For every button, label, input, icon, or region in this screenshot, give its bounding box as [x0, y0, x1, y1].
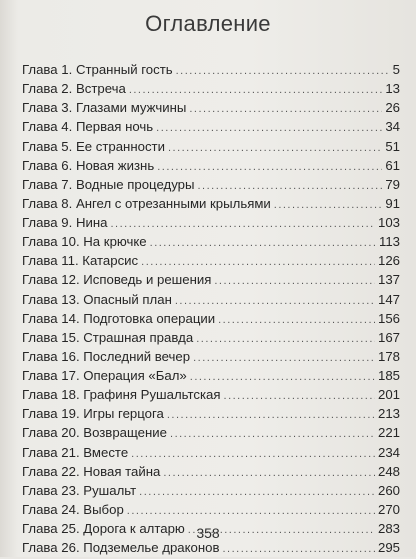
toc-entry-page: 156: [377, 310, 400, 326]
toc-entry-title: Глава 10. На крючке: [22, 234, 147, 250]
toc-entry: [22, 366, 400, 385]
toc-entry-page: 147: [377, 291, 400, 307]
toc-entry-title: Глава 5. Ее странности: [22, 138, 165, 154]
toc-dot-leader: [156, 119, 382, 138]
toc-entry: [22, 213, 400, 232]
toc-entry-page: 213: [377, 406, 400, 422]
toc-entry: [22, 404, 400, 423]
toc-entry: [22, 156, 400, 175]
toc-entry-page: 61: [385, 157, 400, 173]
toc-entry-page: 34: [385, 119, 400, 135]
toc-entry-title: Глава 7. Водные процедуры: [22, 176, 195, 192]
toc-entry-page: 270: [377, 501, 400, 517]
toc-entry: [22, 137, 400, 156]
toc-entry-page: 51: [385, 138, 400, 154]
toc-entry: [22, 328, 400, 347]
toc-entry-title: Глава 17. Операция «Бал»: [22, 368, 187, 383]
toc-entry-title: Глава 23. Рушальт: [22, 482, 137, 498]
toc-entry: [22, 309, 400, 328]
toc-dot-leader: [193, 349, 375, 368]
toc-entry: [22, 79, 400, 98]
toc-entry: [22, 251, 400, 270]
toc-entry-title: Глава 16. Последний вечер: [22, 348, 191, 364]
toc-dot-leader: [224, 387, 375, 406]
toc-entry: [22, 194, 400, 213]
toc-entry-page: 26: [385, 100, 400, 116]
toc-entry-title: Глава 6. Новая жизнь: [22, 157, 155, 173]
toc-entry-page: 91: [385, 195, 400, 211]
toc-entry-title: Глава 9. Нина: [22, 215, 108, 230]
toc-dot-leader: [170, 425, 375, 444]
toc-entry-page: 137: [377, 272, 400, 288]
toc-dot-leader: [163, 464, 375, 483]
toc-entry-title: Глава 25. Дорога к алтарю: [22, 521, 185, 536]
toc-entry-title: Глава 24. Выбор: [22, 501, 124, 517]
toc-dot-leader: [167, 406, 375, 425]
toc-entry: [22, 290, 400, 309]
toc-entry-page: 260: [377, 482, 400, 498]
toc-entry-title: Глава 8. Ангел с отрезанными крыльями: [22, 195, 271, 211]
toc-entry-page: 126: [377, 253, 400, 269]
toc-entry-page: 113: [378, 234, 400, 250]
toc-entry-title: Глава 2. Встреча: [22, 81, 126, 97]
toc-entry: [22, 423, 400, 442]
toc-dot-leader: [274, 196, 383, 215]
toc-entry: [22, 60, 400, 79]
toc-entry-title: Глава 12. Исповедь и решения: [22, 272, 212, 288]
toc-entry-page: 79: [385, 176, 400, 192]
toc-entry-title: Глава 14. Подготовка операции: [22, 310, 216, 326]
toc-entry-title: Глава 3. Глазами мужчины: [22, 100, 187, 116]
page-title: Оглавление: [145, 11, 271, 36]
toc-entry: [22, 232, 400, 251]
toc-entry-page: 248: [377, 463, 400, 479]
toc-dot-leader: [110, 215, 375, 234]
toc-entry-page: 201: [377, 387, 400, 403]
toc-entry: [22, 385, 400, 404]
toc-dot-leader: [176, 62, 390, 81]
toc-dot-leader: [214, 272, 375, 291]
toc-entry-page: 221: [377, 425, 400, 441]
toc-dot-leader: [139, 483, 375, 502]
toc-entry-page: 178: [377, 348, 400, 364]
toc-entry-title: Глава 13. Опасный план: [22, 291, 172, 307]
toc-entry-page: 5: [392, 62, 400, 77]
toc-entry: [22, 347, 400, 366]
toc-dot-leader: [218, 311, 375, 330]
toc-dot-leader: [189, 100, 382, 119]
toc-entry: [22, 270, 400, 289]
toc-entry-page: 295: [377, 540, 400, 556]
toc-entry-page: 167: [377, 329, 400, 345]
toc-entry-page: 283: [377, 521, 400, 536]
table-of-contents: [22, 60, 400, 557]
toc-dot-leader: [150, 234, 376, 253]
toc-entry-page: 103: [377, 215, 400, 230]
toc-entry-title: Глава 26. Подземелье драконов: [22, 540, 220, 556]
toc-entry-page: 234: [377, 444, 400, 460]
toc-dot-leader: [131, 445, 375, 464]
toc-entry: [22, 481, 400, 500]
toc-entry-title: Глава 11. Катарсис: [22, 253, 139, 269]
toc-dot-leader: [168, 139, 382, 158]
toc-entry: [22, 462, 400, 481]
toc-entry-title: Глава 21. Вместе: [22, 444, 129, 460]
toc-dot-leader: [196, 330, 375, 349]
toc-entry-title: Глава 1. Странный гость: [22, 62, 173, 77]
toc-entry-title: Глава 22. Новая тайна: [22, 463, 161, 479]
toc-entry-title: Глава 20. Возвращение: [22, 425, 168, 441]
toc-entry-title: Глава 19. Игры герцога: [22, 406, 164, 422]
toc-entry-page: 185: [377, 368, 400, 383]
toc-entry: [22, 117, 400, 136]
page-number: 358: [196, 525, 220, 541]
toc-entry-title: Глава 4. Первая ночь: [22, 119, 154, 135]
toc-entry-page: 13: [385, 81, 400, 97]
toc-entry-title: Глава 18. Графиня Рушальтская: [22, 387, 221, 403]
toc-entry: [22, 98, 400, 117]
toc-entry: [22, 175, 400, 194]
toc-entry: [22, 500, 400, 519]
toc-entry-title: Глава 15. Страшная правда: [22, 329, 194, 345]
toc-entry: [22, 443, 400, 462]
toc-dot-leader: [223, 540, 375, 559]
